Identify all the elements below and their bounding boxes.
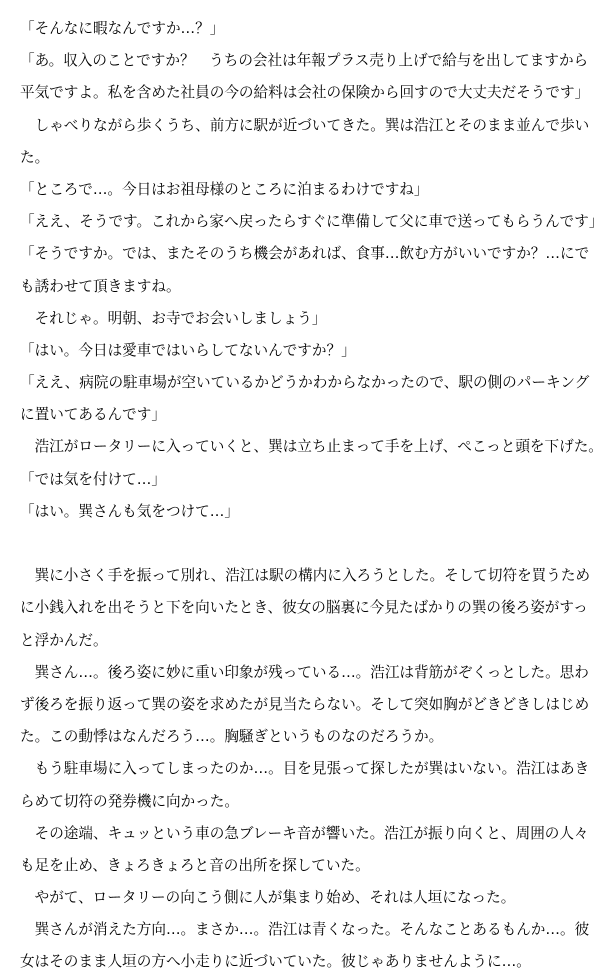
text-line: もう駐車場に入ってしまったのか…。目を見張って探したが巽はいない。浩江はあき — [20, 760, 590, 778]
text-line: も誘わせて頂きますね。 — [20, 277, 181, 295]
text-line: それじゃ。明朝、お寺でお会いしましょう」 — [20, 309, 327, 327]
text-line: 「はい。今日は愛車ではいらしてないんですか？」 — [20, 341, 356, 359]
text-line: 浩江がロータリーに入っていくと、巽は立ち止まって手を上げ、ぺこっと頭を下げた。 — [20, 438, 603, 456]
text-line: 巽さんが消えた方向…。まさか…。浩江は青くなった。そんなことあるもんか…。彼 — [20, 921, 590, 939]
text-line: 「ところで…。今日はお祖母様のところに泊まるわけですね」 — [20, 180, 429, 198]
text-line: 「ええ、そうです。これから家へ戻ったらすぐに準備して父に車で送ってもらうんです」 — [20, 213, 604, 231]
text-line: 女はそのまま人垣の方へ小走りに近づいていた。彼じゃありませんように…。 — [20, 953, 531, 971]
text-line: 「あ。収入のことですか？ うちの会社は年報プラス売り上げで給与を出してますから — [20, 52, 589, 70]
blank-line — [20, 528, 598, 560]
text-line: 「そうですか。では、またそのうち機会があれば、食事…飲む方がいいですか？…にで — [20, 245, 590, 263]
text-line: その途端、キュッという車の急ブレーキ音が響いた。浩江が振り向くと、周囲の人々 — [20, 824, 589, 842]
text-line: も足を止め、きょろきょろと音の出所を探していた。 — [20, 856, 370, 874]
text-line: 巽に小さく手を振って別れ、浩江は駅の構内に入ろうとした。そして切符を買うため — [20, 567, 591, 585]
text-line: 「そんなに暇なんですか…？」 — [20, 20, 225, 37]
text-line: 「では気を付けて…」 — [20, 470, 166, 488]
text-line: らめて切符の発券機に向かった。 — [20, 792, 239, 810]
text-line: 「はい。巽さんも気をつけて…」 — [20, 502, 239, 520]
text-line: ず後ろを振り返って巽の姿を求めたが見当たらない。そして突如胸がどきどきしはじめ — [20, 695, 590, 713]
document-body-text — [20, 13, 604, 979]
text-line: と浮かんだ。 — [20, 631, 108, 649]
text-line: に小銭入れを出そうと下を向いたとき、彼女の脳裏に今見たばかりの巽の後ろ姿がすっ — [20, 599, 588, 617]
text-line: 巽さん…。後ろ姿に妙に重い印象が残っている…。浩江は背筋がぞくっとした。思わ — [20, 663, 589, 681]
text-line: た。この動悸はなんだろう…。胸騒ぎというものなのだろうか。 — [20, 728, 444, 746]
text-line: 「ええ、病院の駐車場が空いているかどうかわからなかったので、駅の側のパーキング — [20, 374, 590, 392]
text-line: やがて、ロータリーの向こう側に人が集まり始め、それは人垣になった。 — [20, 889, 516, 907]
text-line: た。 — [20, 148, 50, 166]
text-line: しゃべりながら歩くうち、前方に駅が近づいてきた。巽は浩江とそのまま並んで歩い — [20, 116, 590, 134]
text-line: に置いてあるんです」 — [20, 406, 166, 424]
text-line: 平気ですよ。私を含めた社員の今の給料は会社の保険から回すので大丈夫だそうです」 — [20, 84, 590, 102]
